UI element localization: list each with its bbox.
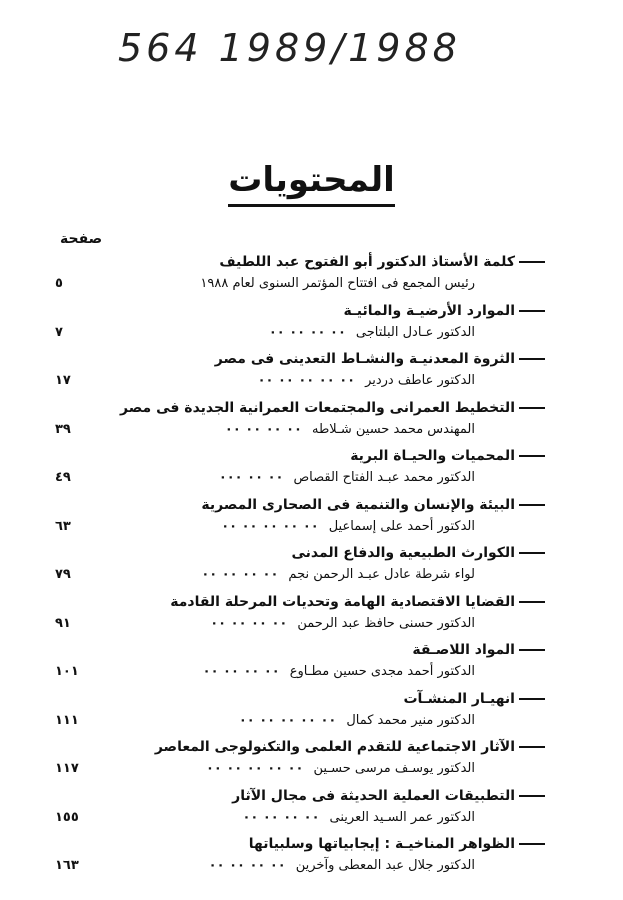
toc-entry	[55, 786, 545, 835]
dot-leader: ٠٠ ٠٠ ٠٠ ٠٠	[208, 858, 286, 873]
dash-mark	[519, 504, 545, 506]
dot-leader: ٠٠ ٠٠ ٠٠ ٠٠	[224, 421, 302, 437]
dot-leader: ٠٠ ٠٠ ٠٠ ٠٠ ٠٠	[221, 518, 319, 534]
toc-entry	[55, 543, 545, 592]
entry-page-number: ٧٩	[55, 567, 71, 582]
dot-leader: ٠٠ ٠٠ ٠٠ ٠٠ ٠٠	[257, 373, 356, 388]
toc-entry	[55, 592, 545, 641]
table-of-contents	[55, 252, 545, 883]
entry-title: التخطيط العمرانى والمجتمعات العمرانية الجديدة فى مصر	[120, 398, 545, 418]
entry-title: الموارد الأرضيـة والمائيـة	[344, 301, 545, 321]
dot-leader: ٠٠ ٠٠ ٠٠٠	[218, 470, 284, 485]
entry-author: الدكتور أحمد على إسماعيل٠٠ ٠٠ ٠٠ ٠٠ ٠٠	[221, 518, 475, 534]
entry-page-number: ١٦٣	[55, 858, 79, 873]
entry-author: الدكتور منير محمد كمال٠٠ ٠٠ ٠٠ ٠٠ ٠٠	[238, 712, 475, 728]
entry-page-number: ١٧	[55, 373, 71, 388]
entry-author: الدكتور عـادل البلتاجى٠٠ ٠٠ ٠٠ ٠٠	[268, 324, 475, 340]
entry-author: الدكتور عاطف دردير٠٠ ٠٠ ٠٠ ٠٠ ٠٠	[257, 373, 475, 388]
dot-leader: ٠٠ ٠٠ ٠٠ ٠٠	[201, 567, 279, 582]
entry-page-number: ٧	[55, 324, 63, 340]
dash-mark	[519, 407, 545, 409]
entry-title: الآثار الاجتماعية للتقدم العلمى والتكنولوجى المعاصر	[155, 737, 545, 757]
entry-author: المهندس محمد حسين شـلاطه٠٠ ٠٠ ٠٠ ٠٠	[224, 421, 475, 437]
entry-page-number: ٦٣	[55, 518, 71, 534]
dash-mark	[519, 552, 545, 554]
dash-mark	[519, 746, 545, 748]
page-title-text: المحتويات	[228, 160, 395, 207]
dash-mark	[519, 601, 545, 603]
toc-entry	[55, 689, 545, 738]
dash-mark	[519, 795, 545, 797]
entry-page-number: ٣٩	[55, 421, 71, 437]
dash-mark	[519, 843, 545, 845]
dot-leader: ٠٠ ٠٠ ٠٠ ٠٠	[242, 809, 320, 825]
entry-title: الكوارث الطبيعية والدفاع المدنى	[291, 543, 545, 563]
dot-leader: ٠٠ ٠٠ ٠٠ ٠٠	[268, 324, 346, 340]
toc-entry	[55, 737, 545, 786]
entry-title: كلمة الأستاذ الدكتور أبو الفتوح عبد اللطيف	[219, 252, 545, 272]
entry-title: البيئة والإنسان والتنمية فى الصحارى المصرية	[201, 495, 545, 515]
toc-entry	[55, 252, 545, 301]
entry-author: رئيس المجمع فى افتتاح المؤتمر السنوى لعام ١٩٨٨	[200, 276, 475, 291]
toc-entry	[55, 495, 545, 544]
toc-entry	[55, 446, 545, 495]
entry-author: الدكتور عمر السـيد العرينى٠٠ ٠٠ ٠٠ ٠٠	[242, 809, 475, 825]
dash-mark	[519, 455, 545, 457]
page-column-label: صفحة	[60, 231, 103, 247]
dot-leader: ٠٠ ٠٠ ٠٠ ٠٠	[210, 615, 288, 631]
entry-page-number: ١٠١	[55, 664, 79, 679]
entry-author: الدكتور محمد عبـد الفتاح القصاص٠٠ ٠٠ ٠٠٠	[218, 470, 475, 485]
entry-title: الثروة المعدنيـة والنشـاط التعدينى فى مصر	[215, 349, 545, 369]
entry-author: الدكتور حسنى حافظ عبد الرحمن٠٠ ٠٠ ٠٠ ٠٠	[210, 615, 475, 631]
dash-mark	[519, 310, 545, 312]
entry-author: لواء شرطة عادل عبـد الرحمن نجم٠٠ ٠٠ ٠٠ ٠٠	[201, 567, 475, 582]
dash-mark	[519, 261, 545, 263]
toc-entry	[55, 301, 545, 350]
dot-leader: ٠٠ ٠٠ ٠٠ ٠٠	[202, 664, 280, 679]
toc-entry	[55, 398, 545, 447]
entry-page-number: ١٥٥	[55, 809, 79, 825]
entry-page-number: ٤٩	[55, 470, 71, 485]
entry-title: المواد اللاصـقة	[412, 640, 545, 660]
entry-page-number: ٩١	[55, 615, 71, 631]
entry-title: انهيـار المنشـآت	[403, 689, 545, 709]
toc-entry	[55, 640, 545, 689]
dash-mark	[519, 698, 545, 700]
page-title	[0, 160, 623, 207]
entry-page-number: ١١٧	[55, 761, 79, 776]
entry-title: التطبيقات العملية الحديثة فى مجال الآثار	[232, 786, 545, 806]
dash-mark	[519, 358, 545, 360]
dash-mark	[519, 649, 545, 651]
dot-leader: ٠٠ ٠٠ ٠٠ ٠٠ ٠٠	[205, 761, 304, 776]
entry-page-number: ١١١	[55, 712, 79, 728]
entry-author: الدكتور أحمد مجدى حسين مطـاوع٠٠ ٠٠ ٠٠ ٠٠	[202, 664, 475, 679]
entry-title: القضايا الاقتصادية الهامة وتحديات المرحلة القادمة	[170, 592, 545, 612]
handwritten-note: 564 1989/1988	[118, 26, 461, 70]
entry-author: الدكتور جلال عبد المعطى وآخرين٠٠ ٠٠ ٠٠ ٠٠	[208, 858, 475, 873]
toc-entry	[55, 834, 545, 883]
entry-title: المحميات والحيـاة البرية	[350, 446, 545, 466]
dot-leader: ٠٠ ٠٠ ٠٠ ٠٠ ٠٠	[238, 712, 337, 728]
toc-entry	[55, 349, 545, 398]
entry-page-number: ٥	[55, 276, 63, 291]
entry-title: الظواهر المناخيـة : إيجابياتها وسلبياتها	[249, 834, 545, 854]
entry-author: الدكتور يوسـف مرسى حسـين٠٠ ٠٠ ٠٠ ٠٠ ٠٠	[205, 761, 475, 776]
